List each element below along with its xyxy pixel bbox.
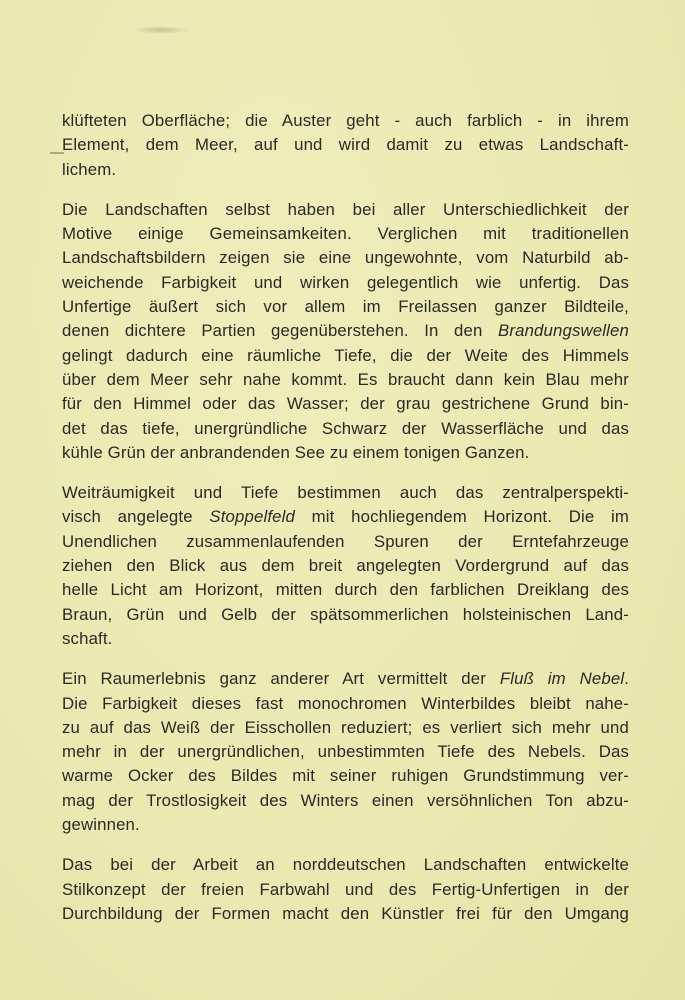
text-line [62,716,629,740]
text-line [62,853,629,877]
text-segment: det das tiefe, unergründliche Schwarz der Wasserfläche und das [62,418,629,438]
text-segment: Stilkonzept der freien Farbwahl und des Fertig-Unfertigen in der [62,879,629,899]
italic-title: Brandungswellen [498,321,629,341]
paragraph [62,198,629,465]
text-segment: weichende Farbigkeit und wirken gelegentlich wie unfertig. Das [62,272,629,292]
text-segment: gewinnen. [62,815,140,835]
text-line [62,902,629,926]
text-segment: Unfertige äußert sich vor allem im Freilassen ganzer Bildteile, [62,297,629,317]
text-line [62,813,629,837]
text-segment: kühle Grün der anbrandenden See zu einem tonigen Ganzen. [62,442,530,462]
text-line [62,627,629,651]
text-line [62,392,629,416]
text-segment: Ein Raumerlebnis ganz anderer Art vermittelt der [62,669,500,689]
text-segment: Weiträumigkeit und Tiefe bestimmen auch das zentralperspekti- [62,483,629,503]
text-line [62,578,629,602]
text-segment: ziehen den Blick aus dem breit angelegten Vordergrund auf das [62,556,629,576]
text-segment: zu auf das Weiß der Eisschollen reduziert; es verliert sich mehr und [62,717,629,737]
text-line [62,554,629,578]
text-line [62,740,629,764]
italic-title: Fluß im Nebel [499,669,625,689]
text-line [62,692,629,716]
text-line [62,789,629,813]
text-line [62,505,629,529]
text-segment: Die Farbigkeit dieses fast monochromen Winterbildes bleibt nahe- [62,693,629,713]
text-segment: für den Himmel oder das Wasser; der grau gestrichene Grund bin- [62,394,629,414]
text-segment: gelingt dadurch eine räumliche Tiefe, die der Weite des Himmels [62,345,629,365]
text-segment: Braun, Grün und Gelb der spätsommerlichen holsteinischen Land- [62,604,629,624]
paragraph [62,853,629,926]
text-segment: helle Licht am Horizont, mitten durch den farblichen Dreiklang des [62,580,629,600]
text-line [62,295,629,319]
ink-smudge [132,26,190,34]
paragraph [62,481,629,651]
text-segment: denen dichtere Partien gegenüberstehen. In den [62,321,498,341]
text-segment: lichem. [62,159,117,179]
text-line [62,133,629,157]
text-line [62,481,629,505]
text-line [62,344,629,368]
text-segment: Unendlichen zusammenlaufenden Spuren der Erntefahrzeuge [62,531,629,551]
text-line [62,368,629,392]
text-segment: klüfteten Oberfläche; die Auster geht - auch farblich - in ihrem [62,111,629,130]
text-segment: Durchbildung der Formen macht den Künstler frei für den Umgang [62,903,629,923]
text-segment: warme Ocker des Bildes mit seiner ruhigen Grundstimmung ver- [62,766,629,786]
text-segment: Landschaftsbildern zeigen sie eine ungewohnte, vom Naturbild ab- [62,248,629,268]
text-segment: Motive einige Gemeinsamkeiten. Verglichen mit traditionellen [62,224,629,244]
text-segment: mehr in der unergründlichen, unbestimmten Tiefe des Nebels. Das [62,742,629,762]
text-line [62,158,629,182]
text-line [62,441,629,465]
text-line [62,667,629,691]
text-line [62,764,629,788]
text-line [62,109,629,133]
text-segment: mit hochliegendem Horizont. Die im [295,507,629,527]
text-segment: Element, dem Meer, auf und wird damit zu etwas Landschaft- [62,135,629,155]
paragraph [62,109,629,182]
body-text [62,109,629,942]
text-line [62,246,629,270]
text-line [62,417,629,441]
text-segment: Die Landschaften selbst haben bei aller Unterschiedlichkeit der [62,199,629,219]
italic-title: Stoppelfeld [209,507,295,527]
text-segment: . [624,669,630,689]
text-line [62,222,629,246]
text-segment: mag der Trostlosigkeit des Winters einen versöhnlichen Ton abzu- [62,790,629,810]
text-segment: visch angelegte [62,507,210,527]
text-line [62,198,629,222]
paragraph [62,667,629,837]
text-line [62,271,629,295]
text-line [62,530,629,554]
text-segment: über dem Meer sehr nahe kommt. Es braucht dann kein Blau mehr [62,369,629,389]
text-line [62,878,629,902]
text-line [62,319,629,343]
text-segment: Das bei der Arbeit an norddeutschen Landschaften entwickelte [62,855,629,875]
text-segment: schaft. [62,628,113,648]
text-line [62,603,629,627]
